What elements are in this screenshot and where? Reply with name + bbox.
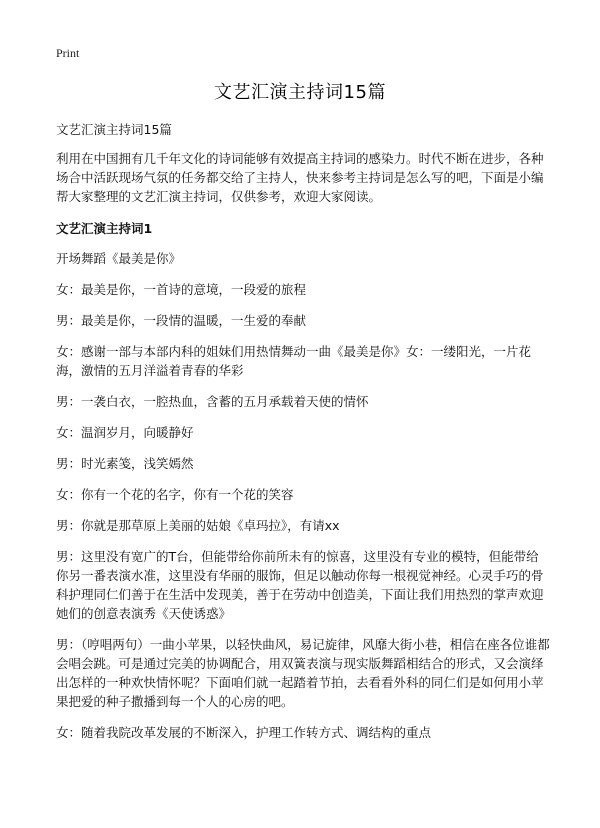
document-subtitle: 文艺汇演主持词15篇: [56, 122, 172, 137]
print-label: Print: [56, 46, 80, 60]
paragraph: 男：一袭白衣，一腔热血，含蓄的五月承载着天使的情怀: [56, 394, 369, 409]
document-title: 文艺汇演主持词15篇: [214, 82, 386, 103]
paragraph: 女：你有一个花的名字，你有一个花的笑容: [56, 487, 294, 502]
paragraph: 女：最美是你，一首诗的意境，一段爱的旅程: [56, 282, 307, 297]
intro-paragraph: 利用在中国拥有几千年文化的诗词能够有效提高主持词的感染力。时代不断在进步，各种场合中活跃现场气氛的任务都交给了主持人，快来参考主持词是怎么写的吧，下面是小编帮大家整理的文艺汇演主持词，仅供参考，欢迎大家阅读。: [56, 151, 544, 204]
section-heading: 文艺汇演主持词1: [56, 221, 153, 236]
paragraph: 男：（哼唱两句）一曲小苹果，以轻快曲风，易记旋律，风靡大街小巷，相信在座各位谁都会唱会跳。可是通过完美的协调配合，用双簧表演与现实版舞蹈相结合的形式，又会演绎出怎样的一种欢快情怀呢？下面咱们就一起踏着节拍，去看看外科的同仁们是如何用小苹果把爱的种子撒播到每一个人的心房的吧。: [56, 637, 550, 709]
paragraph: 男：最美是你，一段情的温暖，一生爱的奉献: [56, 313, 307, 328]
paragraph: 男：这里没有宽广的T台，但能带给你前所未有的惊喜，这里没有专业的模特，但能带给你另一番表演水准，这里没有华丽的服饰，但足以触动你每一根视觉神经。心灵手巧的骨科护理同仁们善于在生活中发现美，善于在劳动中创造美，下面让我们用热烈的掌声欢迎她们的创意表演秀《天使诱惑》: [56, 549, 544, 621]
paragraph: 男：时光素笺，浅笑嫣然: [56, 456, 194, 471]
document-body: [56, 120, 550, 754]
paragraph: 女：随着我院改革发展的不断深入，护理工作转方式、调结构的重点: [56, 725, 432, 740]
paragraph: 开场舞蹈《最美是你》: [56, 251, 182, 266]
paragraph: 男：你就是那草原上美丽的姑娘《卓玛拉》，有请xx: [56, 518, 340, 533]
paragraph: 女：感谢一部与本部内科的姐妹们用热情舞动一曲《最美是你》女：一缕阳光，一片花海，激情的五月洋溢着青春的华彩: [56, 344, 532, 378]
paragraph: 女：温润岁月，向暖静好: [56, 425, 194, 440]
